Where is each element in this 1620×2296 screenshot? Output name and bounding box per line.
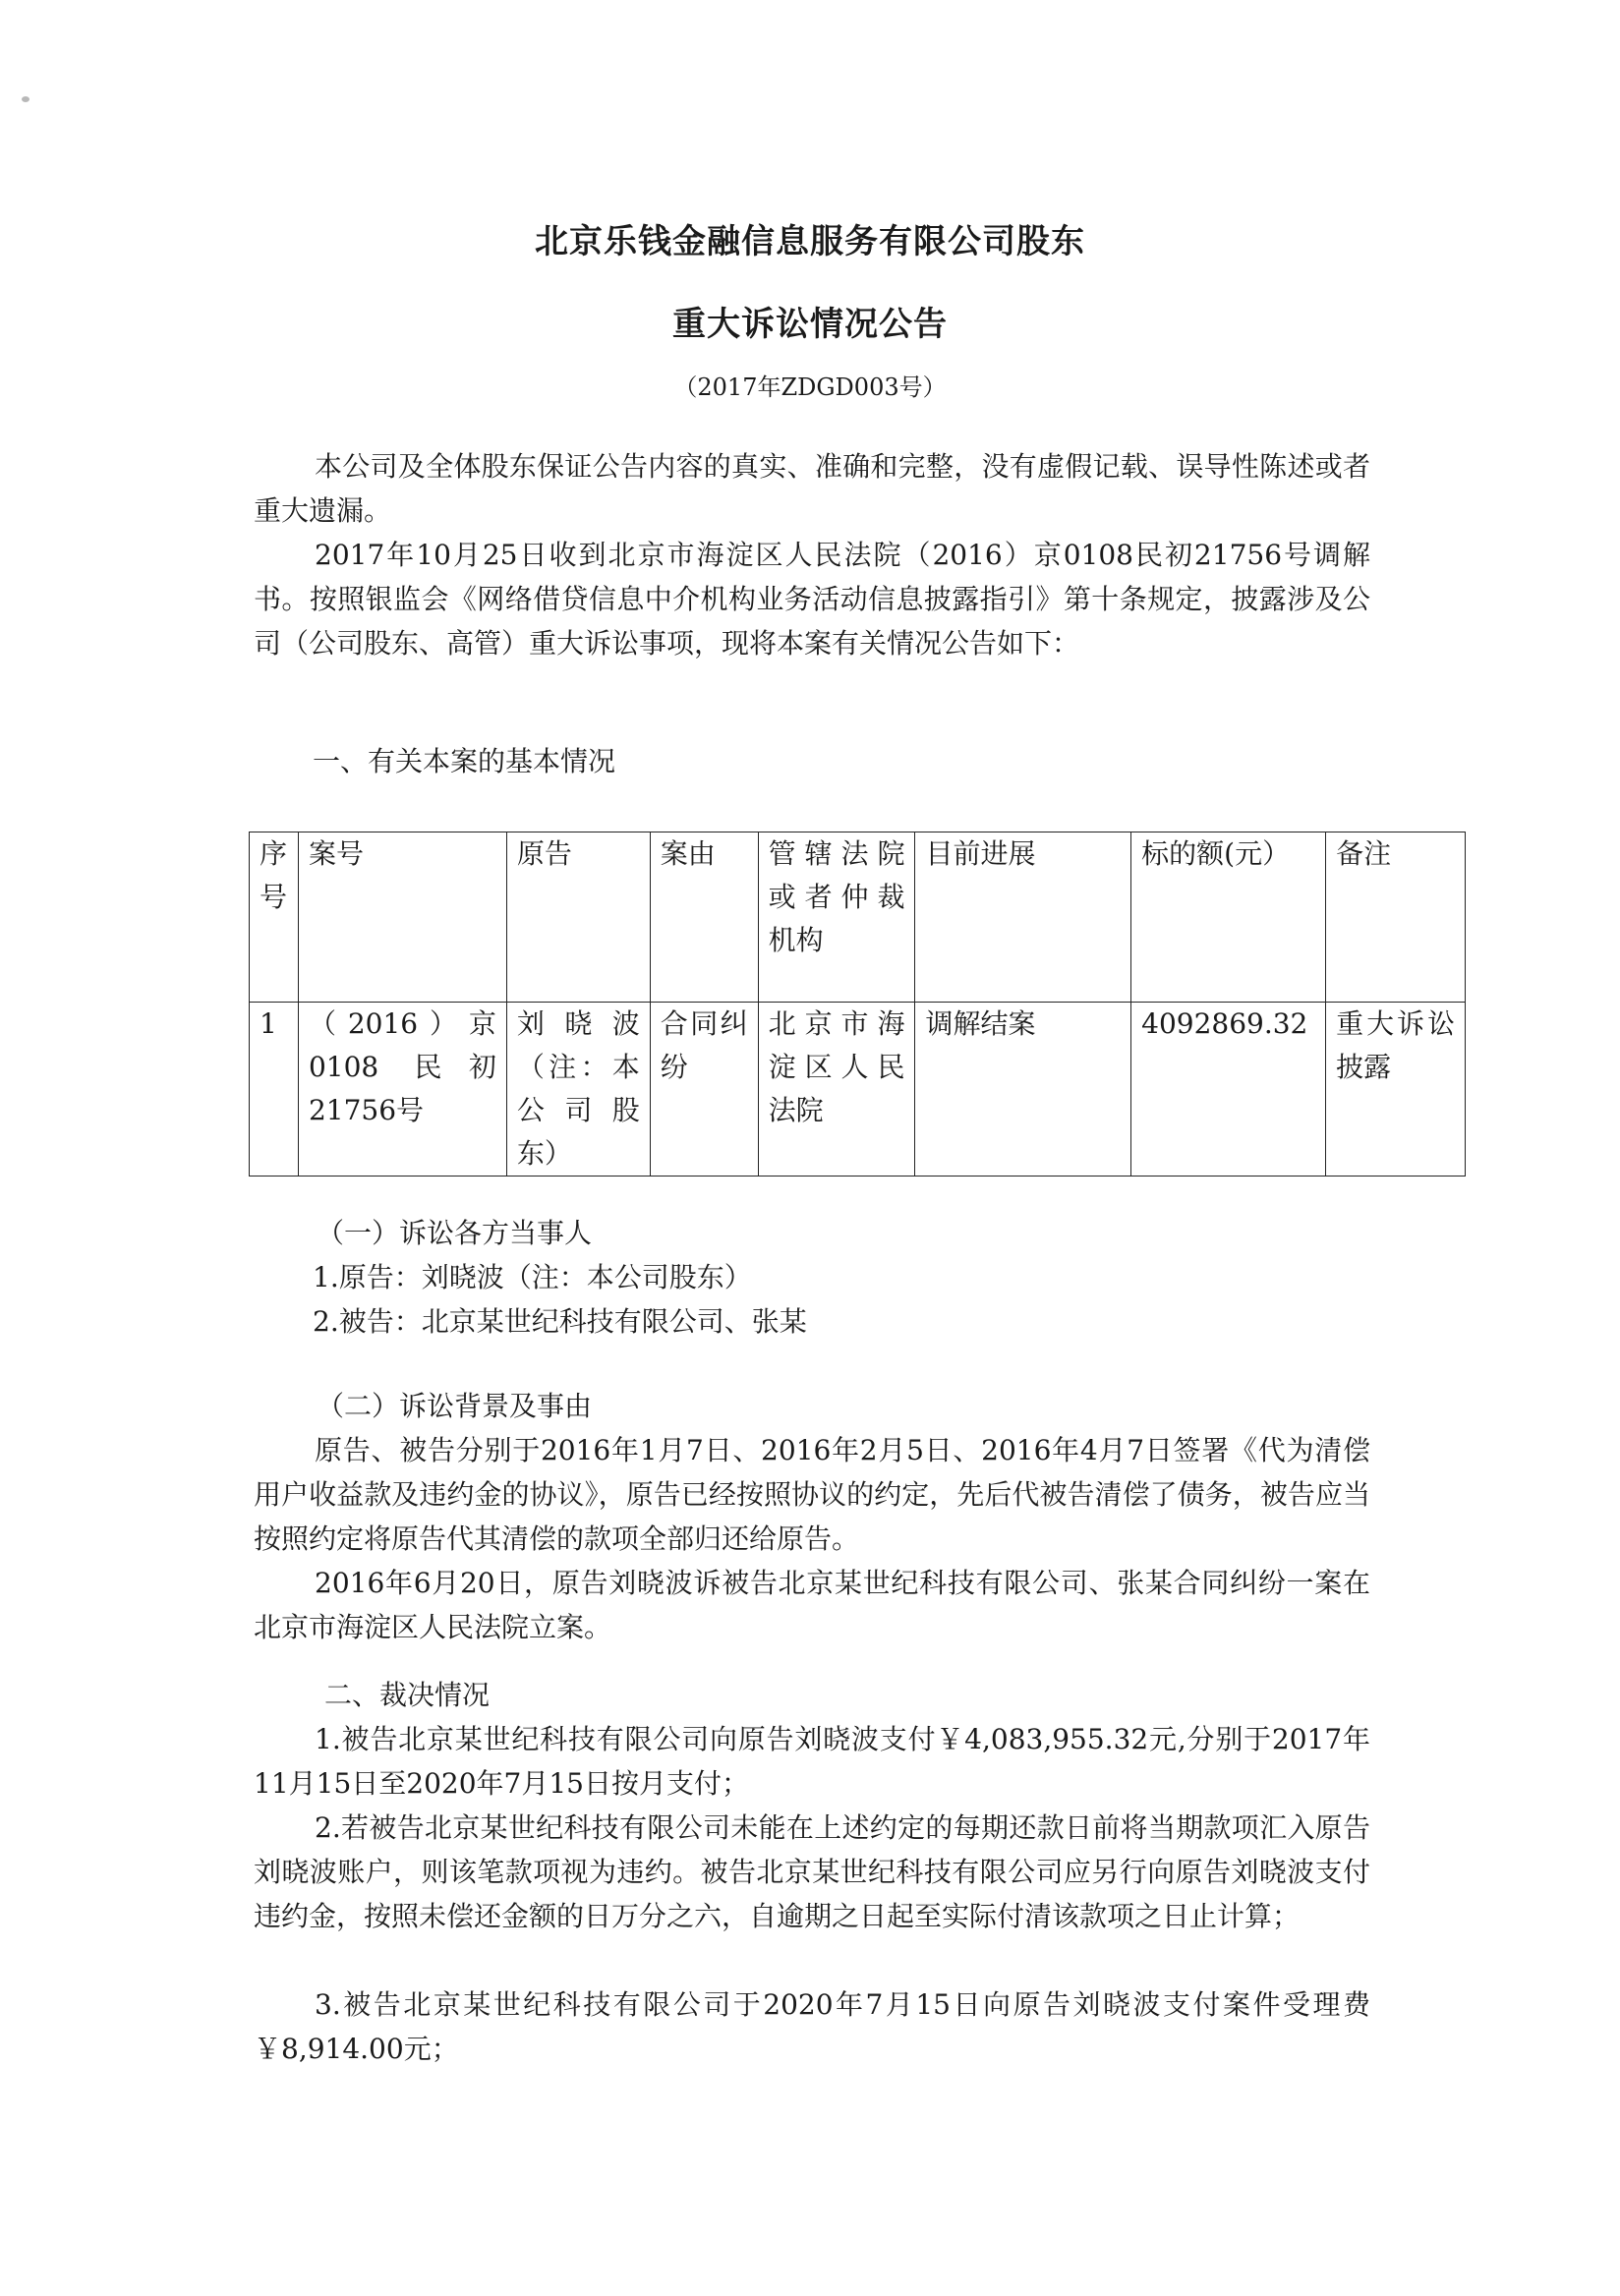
background-paragraph-1: 原告、被告分别于2016年1月7日、2016年2月5日、2016年4月7日签署《代为清偿用户收益款及违约金的协议》，原告已经按照协议的约定，先后代被告清偿了债务，被告应当按照约定将原告代其清偿的款项全部归还给原告。 bbox=[254, 1434, 1370, 1555]
parties-item-1: 1.原告：刘晓波（注：本公司股东） bbox=[313, 1261, 752, 1293]
title-line-2: 重大诉讼情况公告 bbox=[672, 305, 948, 344]
case-table bbox=[249, 832, 1466, 1177]
table-cell: 刘晓波（注：本公司股东） bbox=[506, 1003, 650, 1177]
table-cell: 重大诉讼披露 bbox=[1326, 1003, 1466, 1177]
ruling-item-2: 2.若被告北京某世纪科技有限公司未能在上述约定的每期还款日前将当期款项汇入原告刘晓波账户，则该笔款项视为违约。被告北京某世纪科技有限公司应另行向原告刘晓波支付违约金，按照未偿还金额的日万分之六，自逾期之日起至实际付清该款项之日止计算； bbox=[254, 1811, 1370, 1932]
doc-number: （2017年ZDGD003号） bbox=[673, 373, 947, 401]
scan-speck bbox=[22, 96, 29, 102]
parties-heading: （一）诉讼各方当事人 bbox=[317, 1217, 593, 1249]
parties-item-2: 2.被告：北京某世纪科技有限公司、张某 bbox=[313, 1305, 807, 1338]
title-line-1: 北京乐钱金融信息服务有限公司股东 bbox=[535, 222, 1085, 261]
header-cell: 目前进展 bbox=[915, 832, 1131, 1003]
header-cell: 管辖法院或者仲裁机构 bbox=[758, 832, 915, 1003]
table-cell: 调解结案 bbox=[915, 1003, 1131, 1177]
table-cell: （2016）京0108 民初21756号 bbox=[298, 1003, 506, 1177]
table-cell: 北京市海淀区人民法院 bbox=[758, 1003, 915, 1177]
header-cell: 原告 bbox=[506, 832, 650, 1003]
table-cell: 1 bbox=[250, 1003, 299, 1177]
header-cell: 序号 bbox=[250, 832, 299, 1003]
background-heading: （二）诉讼背景及事由 bbox=[317, 1390, 593, 1422]
header-cell: 案号 bbox=[298, 832, 506, 1003]
ruling-item-3: 3.被告北京某世纪科技有限公司于2020年7月15日向原告刘晓波支付案件受理费￥8,914.00元； bbox=[254, 1988, 1370, 2065]
table-header-row bbox=[250, 832, 1466, 1003]
intro-paragraph-2: 2017年10月25日收到北京市海淀区人民法院（2016）京0108民初21756号调解书。按照银监会《网络借贷信息中介机构业务活动信息披露指引》第十条规定，披露涉及公司（公司股东、高管）重大诉讼事项，现将本案有关情况公告如下： bbox=[254, 539, 1370, 660]
header-cell: 备注 bbox=[1326, 832, 1466, 1003]
table-row bbox=[250, 1003, 1466, 1177]
table-cell: 合同纠纷 bbox=[650, 1003, 758, 1177]
header-cell: 案由 bbox=[650, 832, 758, 1003]
ruling-item-1: 1.被告北京某世纪科技有限公司向原告刘晓波支付￥4,083,955.32元,分别于2017年11月15日至2020年7月15日按月支付； bbox=[254, 1723, 1370, 1800]
table-cell: 4092869.32 bbox=[1131, 1003, 1326, 1177]
intro-paragraph-1: 本公司及全体股东保证公告内容的真实、准确和完整，没有虚假记载、误导性陈述或者重大遗漏。 bbox=[254, 450, 1370, 527]
background-paragraph-2: 2016年6月20日，原告刘晓波诉被告北京某世纪科技有限公司、张某合同纠纷一案在北京市海淀区人民法院立案。 bbox=[254, 1567, 1370, 1643]
section2-heading: 二、裁决情况 bbox=[324, 1679, 491, 1711]
header-cell: 标的额(元） bbox=[1131, 832, 1326, 1003]
section1-heading: 一、有关本案的基本情况 bbox=[313, 745, 616, 777]
